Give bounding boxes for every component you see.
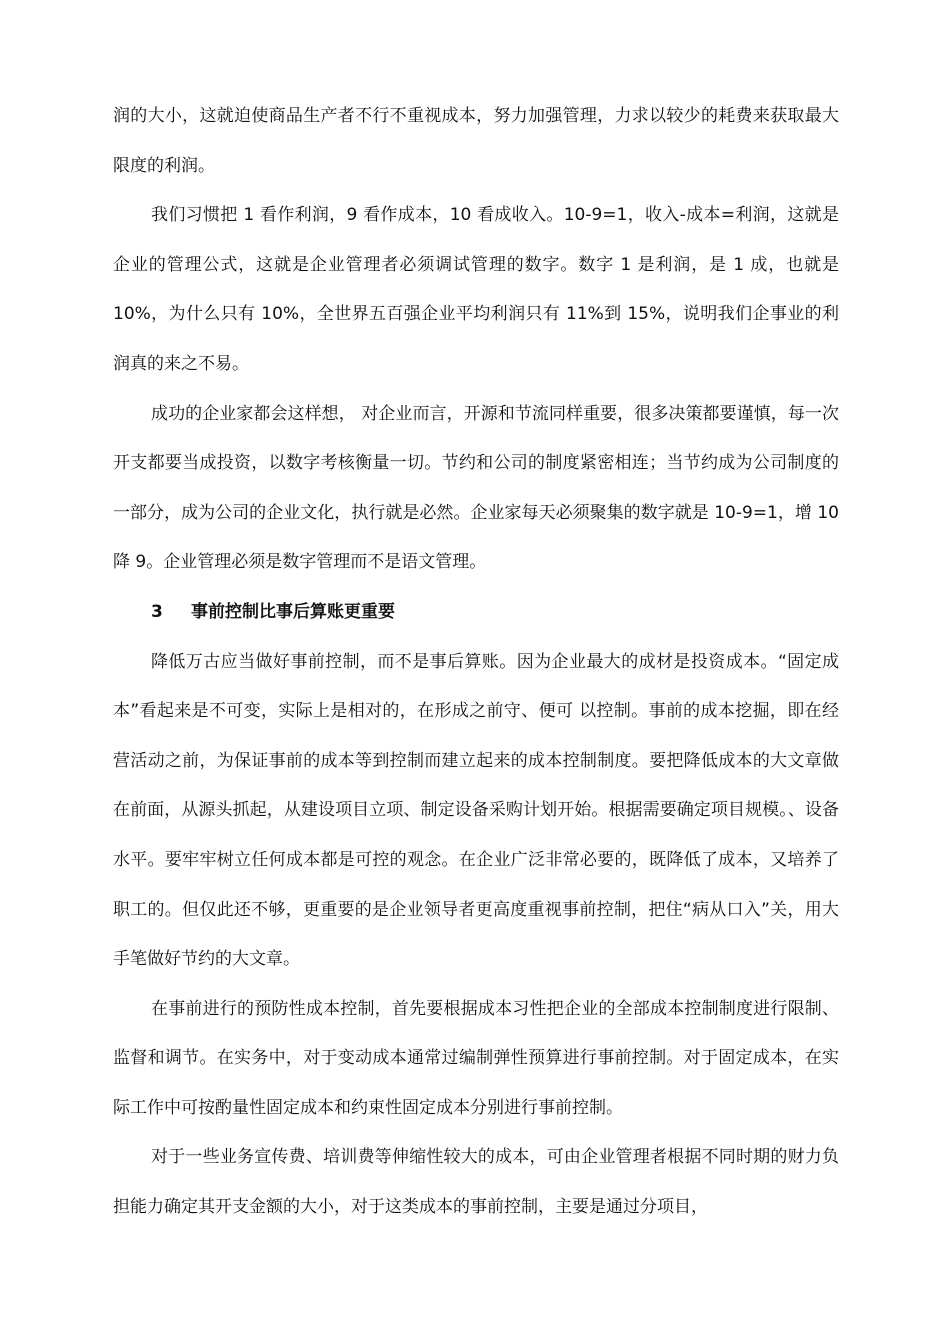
section-heading [113, 588, 839, 638]
paragraph: 我们习惯把 1 看作利润，9 看作成本，10 看成收入。10-9=1，收入-成本=利润，这就是企业的管理公式，这就是企业管理者必须调试管理的数字。数字 1 是利润，是 1 成，也就是 10%，为什么只有 10%，全世界五百强企业平均利润只有 11%到 15%，说明我们企事业的利润真的来之不易。 [113, 205, 839, 374]
paragraph: 降低万古应当做好事前控制，而不是事后算账。因为企业最大的成材是投资成本。“固定成本”看起来是不可变，实际上是相对的，在形成之前守、便可 以控制。事前的成本挖掘，即在经营活动之前，为保证事前的成本等到控制而建立起来的成本控制制度。要把降低成本的大文章做在前面，从源头抓起，从建设项目立项、制定设备采购计划开始。根据需要确定项目规模。、设备水平。要牢牢树立任何成本都是可控的观念。在企业广泛非常必要的，既降低了成本，又培养了职工的。但仅此还不够，更重要的是企业领导者更高度重视事前控制，把住“病从口入”关，用大手笔做好节约的大文章。 [113, 651, 839, 970]
section-number: 3 [151, 601, 163, 622]
document-page [113, 92, 839, 1233]
paragraph: 润的大小，这就迫使商品生产者不行不重视成本，努力加强管理，力求以较少的耗费来获取最大限度的利润。 [113, 106, 839, 176]
paragraph: 对于一些业务宣传费、培训费等伸缩性较大的成本，可由企业管理者根据不同时期的财力负担能力确定其开支金额的大小，对于这类成本的事前控制，主要是通过分项目， [113, 1147, 839, 1218]
paragraph: 成功的企业家都会这样想， 对企业而言，开源和节流同样重要，很多决策都要谨慎，每一次开支都要当成投资，以数字考核衡量一切。节约和公司的制度紧密相连；当节约成为公司制度的一部分，成为公司的企业文化，执行就是必然。企业家每天必须聚集的数字就是 10-9=1，增 10 降 9。企业管理必须是数字管理而不是语文管理。 [113, 403, 839, 573]
paragraph: 在事前进行的预防性成本控制，首先要根据成本习性把企业的全部成本控制制度进行限制、监督和调节。在实务中，对于变动成本通常过编制弹性预算进行事前控制。对于固定成本，在实际工作中可按酌量性固定成本和约束性固定成本分别进行事前控制。 [113, 998, 839, 1118]
section-title: 事前控制比事后算账更重要 [191, 601, 395, 622]
